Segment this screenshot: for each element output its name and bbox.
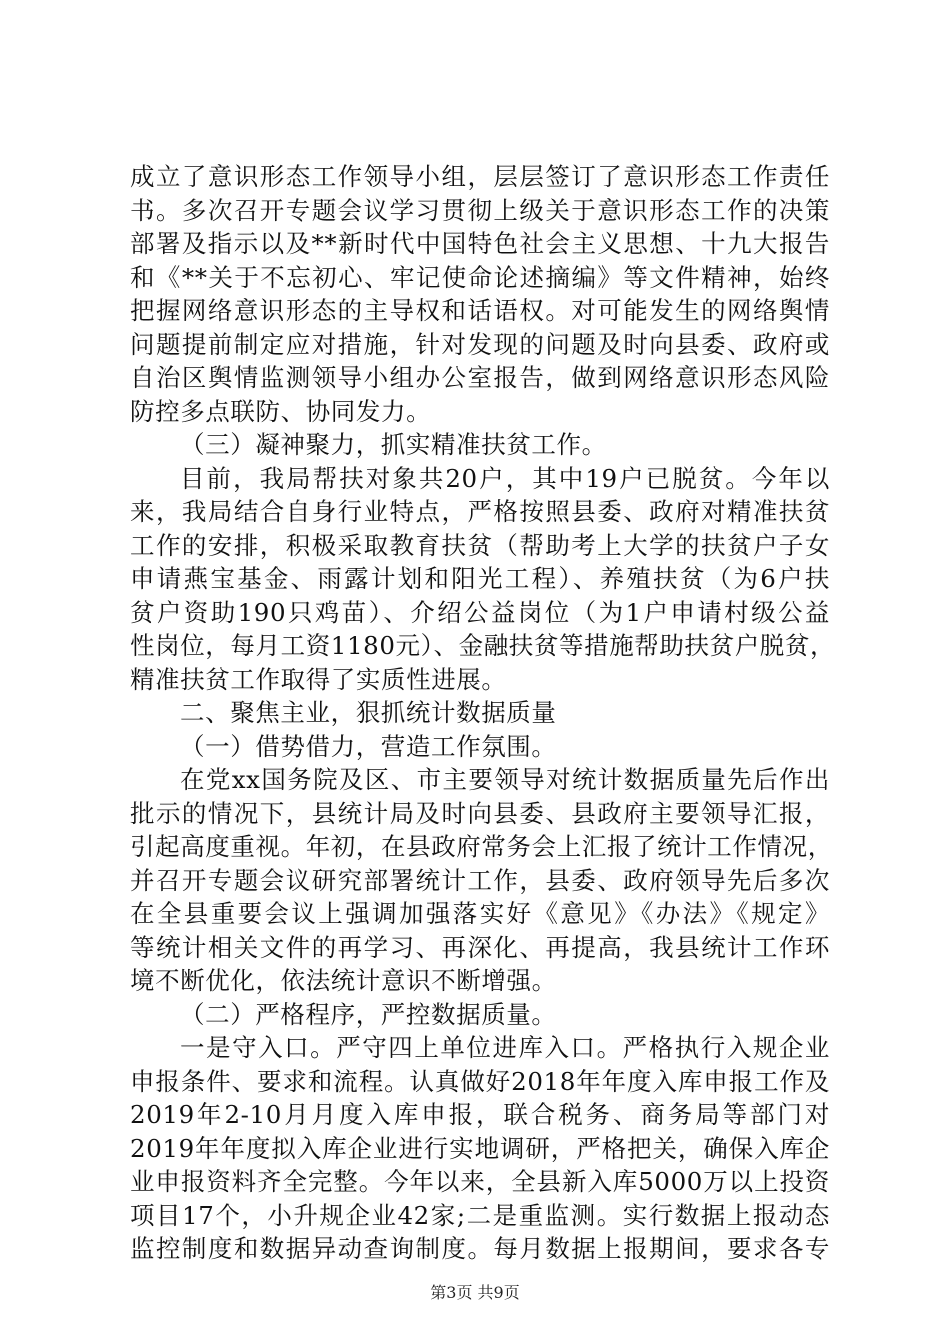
document-body — [130, 160, 836, 1266]
section-heading: （一）借势借力，营造工作氛围。 — [180, 731, 557, 761]
section-heading: （二）严格程序，严控数据质量。 — [180, 999, 557, 1029]
text-line: 2019年年度拟入库企业进行实地调研，严格把关，确保入库企 — [130, 1133, 830, 1163]
text-line: 项目17个，小升规企业42家;二是重监测。实行数据上报动态 — [130, 1200, 830, 1230]
page-number-footer: 第3页 共9页 — [430, 1283, 520, 1302]
section-heading: （三）凝神聚力，抓实精准扶贫工作。 — [180, 430, 607, 459]
text-line: 目前，我局帮扶对象共20户，其中19户已脱贫。今年以 — [180, 463, 830, 493]
text-line: 贫户资助190只鸡苗）、介绍公益岗位（为1户申请村级公益 — [130, 597, 830, 627]
text-line: 在全县重要会议上强调加强落实好《意见》《办法》《规定》 — [130, 899, 830, 928]
text-line: 问题提前制定应对措施，针对发现的问题及时向县委、政府或 — [130, 329, 830, 359]
text-line: 申报条件、要求和流程。认真做好2018年年度入库申报工作及 — [130, 1066, 830, 1096]
text-line: 工作的安排，积极采取教育扶贫（帮助考上大学的扶贫户子女 — [130, 530, 830, 560]
text-line: 境不断优化，依法统计意识不断增强。 — [130, 966, 557, 995]
text-line: 性岗位，每月工资1180元）、金融扶贫等措施帮助扶贫户脱贫， — [130, 631, 836, 660]
text-line: 一是守入口。严守四上单位进库入口。严格执行入规企业 — [180, 1033, 830, 1062]
text-line: 书。多次召开专题会议学习贯彻上级关于意识形态工作的决策 — [130, 195, 830, 225]
text-line: 在党xx国务院及区、市主要领导对统计数据质量先后作出 — [180, 765, 830, 794]
text-line: 批示的情况下，县统计局及时向县委、县政府主要领导汇报， — [130, 798, 830, 828]
text-line: 部署及指示以及**新时代中国特色社会主义思想、十九大报告 — [130, 229, 830, 258]
text-line: 引起高度重视。年初，在县政府常务会上汇报了统计工作情况， — [130, 832, 833, 861]
text-line: 来，我局结合自身行业特点，严格按照县委、政府对精准扶贫 — [130, 497, 830, 526]
text-line: 成立了意识形态工作领导小组，层层签订了意识形态工作责任 — [130, 162, 830, 191]
text-line: 监控制度和数据异动查询制度。每月数据上报期间，要求各专 — [130, 1234, 830, 1263]
text-line: 把握网络意识形态的主导权和话语权。对可能发生的网络舆情 — [130, 296, 830, 325]
text-line: 业申报资料齐全完整。今年以来，全县新入库5000万以上投资 — [130, 1167, 830, 1196]
text-line: 并召开专题会议研究部署统计工作，县委、政府领导先后多次 — [130, 865, 830, 895]
text-line: 2019年2-10月月度入库申报，联合税务、商务局等部门对 — [130, 1100, 830, 1129]
text-line: 和《**关于不忘初心、牢记使命论述摘编》等文件精神，始终 — [130, 262, 830, 292]
text-line: 精准扶贫工作取得了实质性进展。 — [130, 664, 507, 694]
text-line: 等统计相关文件的再学习、再深化、再提高，我县统计工作环 — [130, 932, 830, 962]
text-line: 自治区舆情监测领导小组办公室报告，做到网络意识形态风险 — [130, 363, 830, 392]
section-heading: 二、聚焦主业，狠抓统计数据质量 — [180, 698, 557, 727]
text-line: 防控多点联防、协同发力。 — [130, 396, 432, 426]
text-line: 申请燕宝基金、雨露计划和阳光工程）、养殖扶贫（为6户扶 — [130, 564, 830, 593]
